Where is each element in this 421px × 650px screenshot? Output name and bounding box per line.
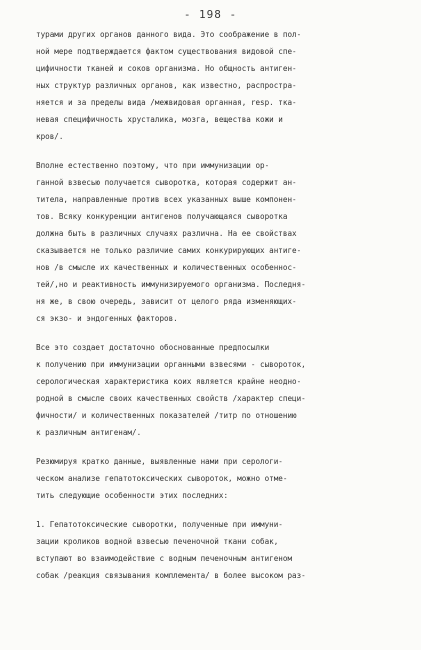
text-line: родной в смысле своих качественных свойств /характер специ- bbox=[36, 394, 306, 403]
paragraph-gap bbox=[36, 145, 411, 157]
text-line: ганной взвесью получается сыворотка, которая содержит ан- bbox=[36, 178, 297, 187]
paragraph-gap bbox=[36, 441, 411, 453]
text-line: няется и за пределы вида /межвидовая органная, resp. тка- bbox=[36, 98, 297, 107]
paragraph-gap bbox=[36, 327, 411, 339]
text-line: 1. Гепатотоксические сыворотки, полученные при иммуни- bbox=[36, 520, 283, 529]
text-line: тов. Всяку конкуренции антигенов получающаяся сыворотка bbox=[36, 212, 288, 221]
text-line: серологическая характеристика коих является крайне неодно- bbox=[36, 377, 302, 386]
text-line: должна быть в различных случаях различна. На ее свойствах bbox=[36, 229, 297, 238]
text-line: титела, направленные против всех указанных выше компонен- bbox=[36, 195, 297, 204]
text-line: собак /реакция связывания комплемента/ в более высоком раз- bbox=[36, 571, 306, 580]
text-line: вступают во взаимодействие с водным печеночным антигеном bbox=[36, 554, 293, 563]
text-line: ных структур различных органов, как известно, распростра- bbox=[36, 81, 297, 90]
text-line: фичности/ и количественных показателей /титр по отношению bbox=[36, 411, 297, 420]
paragraph bbox=[36, 26, 411, 145]
text-line: Резюмируя кратко данные, выявленные нами при серологи- bbox=[36, 457, 283, 466]
text-line: к получению при иммунизации органными взвесями - сывороток, bbox=[36, 360, 306, 369]
text-line: сказывается не только различие самих конкурирующих антиге- bbox=[36, 246, 302, 255]
paragraph bbox=[36, 453, 411, 504]
paragraph-gap bbox=[36, 504, 411, 516]
text-line: тить следующие особенности этих последних: bbox=[36, 491, 229, 500]
text-line: к различным антигенам/. bbox=[36, 428, 142, 437]
text-line: нов /в смысле их качественных и количественных особеннос- bbox=[36, 263, 297, 272]
text-line: зации кроликов водной взвесью печеночной ткани собак, bbox=[36, 537, 279, 546]
paragraph bbox=[36, 157, 411, 327]
text-line: ня же, в свою очередь, зависит от целого ряда изменяющих- bbox=[36, 297, 297, 306]
text-line: цифичности тканей и соков организма. Но общность антиген- bbox=[36, 64, 297, 73]
body-text bbox=[36, 26, 411, 584]
paragraph bbox=[36, 516, 411, 584]
text-line: невая специфичность хрусталика, мозга, вещества кожи и bbox=[36, 115, 283, 124]
paragraph bbox=[36, 339, 411, 441]
text-line: тей/,но и реактивность иммунизируемого организма. Последня- bbox=[36, 280, 306, 289]
text-line: Вполне естественно поэтому, что при иммунизации ор- bbox=[36, 161, 270, 170]
text-line: турами других органов данного вида. Это соображение в пол- bbox=[36, 30, 302, 39]
text-line: ся экзо- и эндогенных факторов. bbox=[36, 314, 178, 323]
text-line: ной мере подтверждается фактом существования видовой спе- bbox=[36, 47, 297, 56]
text-line: кров/. bbox=[36, 132, 64, 141]
text-line: Все это создает достаточно обоснованные предпосылки bbox=[36, 343, 270, 352]
page-number: - 198 - bbox=[183, 8, 238, 21]
text-line: ческом анализе гепатотоксических сывороток, можно отме- bbox=[36, 474, 288, 483]
